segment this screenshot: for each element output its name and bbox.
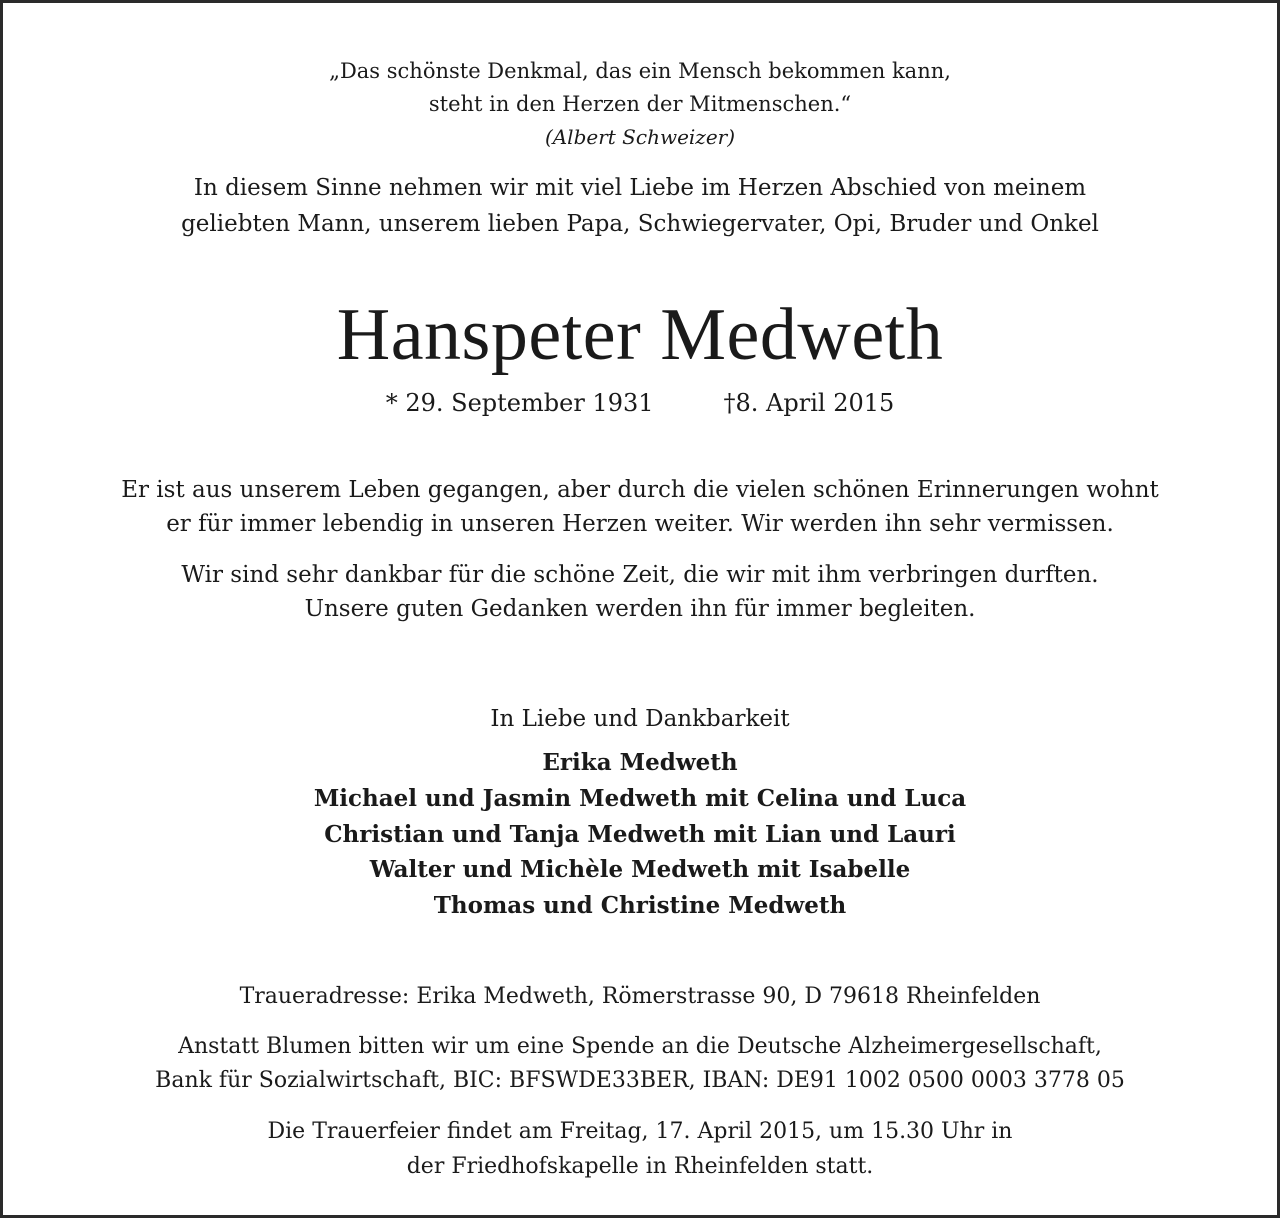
family-member: Christian und Tanja Medweth mit Lian und Lauri (324, 821, 956, 848)
intro-line-1: In diesem Sinne nehmen wir mit viel Liebe im Herzen Abschied von meinem (193, 175, 1087, 201)
life-dates (60, 391, 1220, 415)
ceremony-line-2: der Friedhofskapelle in Rheinfelden statt. (406, 1154, 874, 1179)
quote-author: (Albert Schweizer) (544, 125, 736, 149)
birth-date: * 29. September 1931 (385, 389, 654, 417)
quote-line-1: „Das schönste Denkmal, das ein Mensch bekommen kann, (329, 59, 951, 83)
mourning-address: Traueradresse: Erika Medweth, Römerstrasse 90, D 79618 Rheinfelden (239, 984, 1041, 1009)
death-date: †8. April 2015 (723, 389, 895, 417)
donation-line-2: Bank für Sozialwirtschaft, BIC: BFSWDE33BER, IBAN: DE91 1002 0500 0003 3778 05 (155, 1068, 1125, 1093)
paragraph1-line-2: er für immer lebendig in unseren Herzen weiter. Wir werden ihn sehr vermissen. (166, 511, 1114, 537)
paragraph2-line-1: Wir sind sehr dankbar für die schöne Zeit, die wir mit ihm verbringen durften. (181, 562, 1099, 588)
family-member: Erika Medweth (542, 749, 738, 776)
deceased-name: Hanspeter Medweth (336, 294, 944, 376)
quote-line-2: steht in den Herzen der Mitmenschen.“ (428, 92, 852, 116)
family-member: Michael und Jasmin Medweth mit Celina und Luca (313, 785, 967, 812)
paragraph1-line-1: Er ist aus unserem Leben gegangen, aber durch die vielen schönen Erinnerungen wohnt (121, 477, 1159, 503)
family-member: Thomas und Christine Medweth (433, 892, 847, 919)
ceremony-line-1: Die Trauerfeier findet am Freitag, 17. April 2015, um 15.30 Uhr in (267, 1119, 1013, 1144)
donation-line-1: Anstatt Blumen bitten wir um eine Spende an die Deutsche Alzheimergesellschaft, (178, 1034, 1102, 1059)
signoff: In Liebe und Dankbarkeit (490, 706, 790, 732)
family-member: Walter und Michèle Medweth mit Isabelle (369, 856, 911, 883)
intro-line-2: geliebten Mann, unserem lieben Papa, Schwiegervater, Opi, Bruder und Onkel (181, 211, 1099, 237)
paragraph2-line-2: Unsere guten Gedanken werden ihn für immer begleiten. (304, 596, 976, 622)
